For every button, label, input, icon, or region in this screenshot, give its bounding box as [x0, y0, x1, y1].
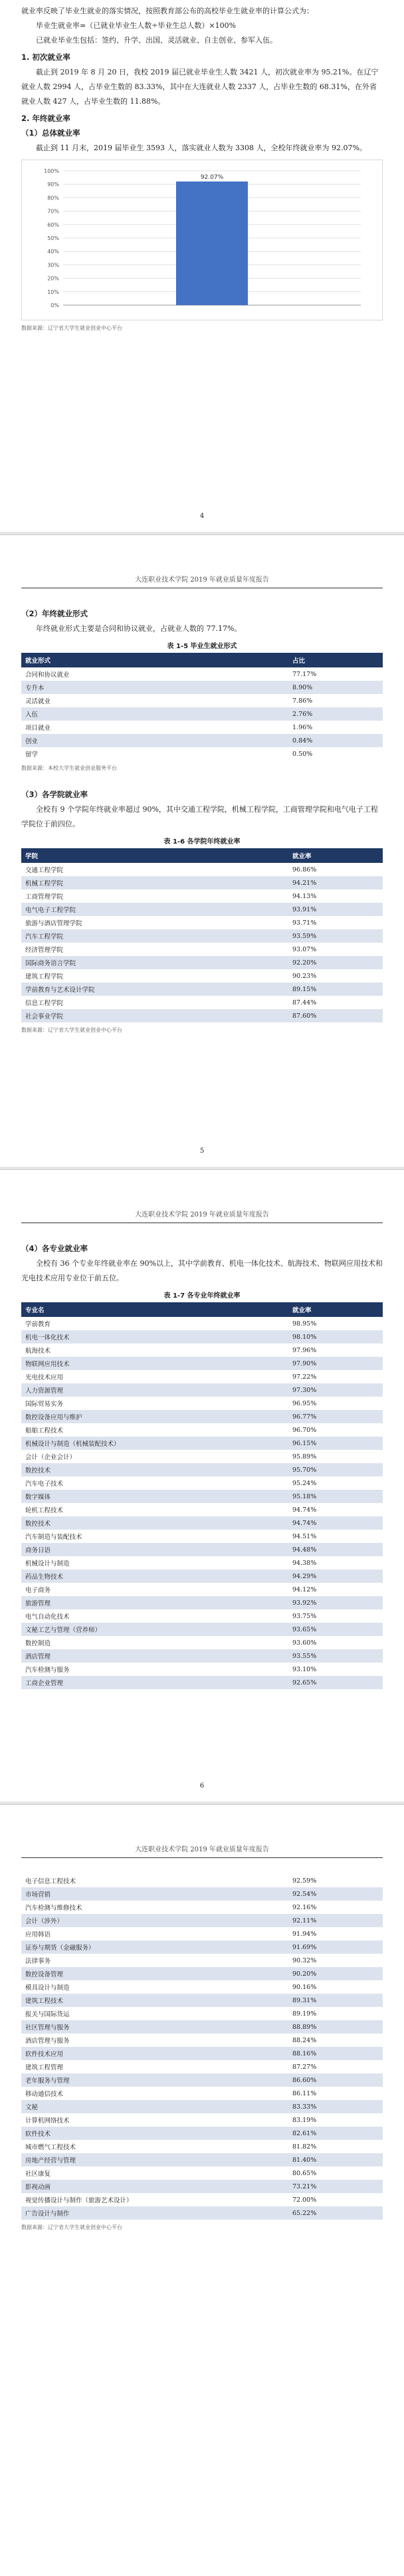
table-row [21, 1901, 383, 1914]
row-value: 89.19% [292, 2010, 317, 2018]
row-value: 93.65% [288, 1623, 383, 1636]
row-label: 机械工程学院 [21, 876, 288, 889]
table-row [21, 2180, 383, 2193]
row-value: 2.76% [288, 707, 383, 721]
row-label: 视觉传播设计与制作（旅游艺术设计） [25, 2197, 133, 2204]
table-header-form: 就业形式 [21, 653, 288, 667]
intro-paragraph: 就业率反映了毕业生就业的落实情况，按照教育部公布的高校毕业生就业率的计算公式为： [21, 7, 314, 15]
row-value: 65.22% [288, 2206, 383, 2220]
row-value: 94.38% [292, 1559, 317, 1567]
row-value: 98.95% [292, 1320, 317, 1328]
row-label: 证券与期货（金融服务） [21, 1940, 288, 1954]
row-value: 90.20% [288, 1967, 383, 1980]
row-value: 73.21% [288, 2180, 383, 2193]
row-label: 经济管理学院 [25, 947, 64, 954]
table-row [21, 1914, 383, 1927]
row-label: 旅游管理 [21, 1596, 288, 1609]
row-value: 83.19% [292, 2116, 317, 2124]
y-tick-label: 0% [50, 302, 59, 308]
page-number: 5 [199, 1147, 205, 1155]
table-header-college: 学院 [21, 848, 288, 863]
row-label: 广告设计与制作 [21, 2206, 288, 2220]
table-row [21, 2166, 383, 2180]
row-value: 93.10% [292, 1665, 317, 1673]
table-row [21, 1437, 383, 1450]
row-value: 91.94% [292, 1930, 317, 1938]
row-label: 市场营销 [21, 1887, 288, 1901]
row-value: 93.55% [288, 1649, 383, 1663]
y-tick-label: 70% [47, 208, 59, 215]
table-row [21, 1530, 383, 1543]
table-row [21, 1330, 383, 1344]
row-label: 文秘 [21, 2100, 288, 2113]
table-row [21, 1649, 383, 1663]
row-value: 94.21% [288, 876, 383, 889]
row-label: 城市燃气工程技术 [25, 2144, 76, 2151]
page-header: 大连职业技术学院 2019 年就业质量年度报告 [21, 1805, 383, 1858]
row-value: 95.89% [292, 1453, 317, 1461]
table-row [21, 983, 383, 996]
table-row [21, 1383, 383, 1397]
row-value: 92.20% [288, 956, 383, 969]
row-label: 航海技术 [25, 1347, 51, 1355]
row-label: 电气自动化技术 [25, 1613, 70, 1621]
row-value: 96.95% [292, 1399, 317, 1407]
row-value: 98.10% [288, 1330, 383, 1344]
row-label: 机械设计与制造 [25, 1560, 70, 1568]
college-employment-table [21, 848, 383, 1022]
row-value: 90.16% [292, 1983, 317, 1991]
row-value: 81.40% [288, 2153, 383, 2166]
row-label: 专升本 [21, 681, 288, 694]
row-label: 文秘工艺与管理（营养师） [21, 1623, 288, 1636]
overall-employment-chart [21, 160, 383, 320]
table-row [21, 694, 383, 707]
row-value: 83.33% [288, 2100, 383, 2113]
table-row [21, 2140, 383, 2153]
row-label: 法律事务 [25, 1958, 51, 1965]
row-label: 软件技术应用 [21, 2047, 288, 2060]
row-label: 酒店管理 [21, 1649, 288, 1663]
table-row [21, 1009, 383, 1022]
table-row [21, 1954, 383, 1967]
row-label: 数控设备管理 [21, 1967, 288, 1980]
y-tick-label: 100% [44, 168, 59, 174]
table-row [21, 1609, 383, 1623]
row-label: 房地产经营与管理 [21, 2153, 288, 2166]
table-row [21, 916, 383, 929]
table-row [21, 1967, 383, 1980]
row-value: 97.22% [292, 1373, 317, 1381]
table-row [21, 1543, 383, 1556]
row-value: 90.23% [292, 972, 317, 980]
row-label: 电子商务 [25, 1587, 51, 1594]
row-label: 报关与国际货运 [25, 2011, 70, 2018]
section-initial-employment-title: 1. 初次就业率 [21, 53, 70, 62]
y-tick-label: 50% [47, 235, 59, 241]
y-tick-label: 80% [47, 195, 59, 201]
row-label: 学前教育与艺术设计学院 [21, 983, 288, 996]
table-row [21, 667, 383, 681]
row-label: 学前教育 [25, 1321, 51, 1328]
row-value: 96.86% [292, 866, 317, 874]
table-1-5-caption: 表 1-5 毕业生就业形式 [167, 643, 237, 650]
row-value: 89.31% [288, 1994, 383, 2007]
row-label: 药品生物技术 [21, 1570, 288, 1583]
y-tick-label: 10% [47, 289, 59, 295]
row-value: 88.89% [288, 2020, 383, 2034]
employment-form-table [21, 653, 383, 761]
row-value: 88.24% [292, 2036, 317, 2044]
row-label: 轮机工程技术 [25, 1507, 64, 1514]
row-label: 项目就业 [25, 725, 51, 732]
table-row [21, 1940, 383, 1954]
table-row [21, 747, 383, 761]
row-label: 老年服务与管理 [21, 2073, 288, 2087]
section-year-end-employment-title: 2. 年终就业率 [21, 114, 70, 123]
row-label: 酒店管理与服务 [25, 2038, 70, 2045]
table-row [21, 734, 383, 747]
table-row [21, 2073, 383, 2087]
overall-employment-paragraph: 截止到 11 月末，2019 届毕业生 3593 人，落实就业人数为 3308 人，全校年终就业率为 92.07%。 [36, 144, 367, 152]
major-employment-subtitle: （4）各专业就业率 [21, 1244, 88, 1253]
row-value: 93.07% [292, 945, 317, 953]
row-label: 物联网应用技术 [21, 1357, 288, 1370]
table-row [21, 2113, 383, 2127]
employment-form-paragraph: 年终就业形式主要是合同和协议就业，占就业人数的 77.17%。 [36, 624, 242, 633]
row-label: 工商管理学院 [25, 893, 64, 901]
row-label: 留学 [25, 751, 39, 759]
row-label: 数控技术 [21, 1463, 288, 1476]
table-row [21, 1410, 383, 1423]
table-header-rate: 就业率 [288, 848, 383, 863]
table-header-share: 占比 [288, 653, 383, 667]
bar [176, 181, 248, 305]
table-row [21, 2020, 383, 2034]
row-label: 合同和协议就业 [25, 671, 70, 679]
row-label: 商务日语 [21, 1543, 288, 1556]
table-row [21, 956, 383, 969]
row-value: 72.00% [292, 2196, 317, 2204]
row-value: 90.32% [292, 1956, 317, 1964]
employment-rate-formula: 毕业生就业率=（已就业毕业生人数÷毕业生总人数）×100% [36, 21, 237, 30]
table-row [21, 1476, 383, 1490]
row-label: 模具设计与制造 [25, 1984, 70, 1992]
table-row [21, 1636, 383, 1649]
row-value: 94.74% [292, 1506, 317, 1514]
row-value: 94.13% [292, 892, 317, 900]
row-label: 移动通信技术 [25, 2091, 64, 2098]
table-row [21, 1874, 383, 1887]
row-label: 会计（涉外） [21, 1914, 288, 1927]
table-row [21, 1596, 383, 1609]
table-header-major: 专业名 [21, 1302, 288, 1317]
table-row [21, 721, 383, 734]
report-page-5 [0, 534, 404, 1167]
row-value: 8.90% [288, 681, 383, 694]
row-label: 国际贸易实务 [25, 1401, 64, 1408]
page-number: 6 [199, 1782, 205, 1790]
table-row [21, 996, 383, 1009]
table-row [21, 1370, 383, 1383]
chart-source: 数据来源：辽宁省大学生就业创业中心平台 [21, 325, 122, 331]
row-value: 87.27% [292, 2063, 317, 2071]
row-label: 交通工程学院 [25, 867, 64, 874]
table-row [21, 1317, 383, 1330]
table-1-7-source: 数据来源：辽宁省大学生就业创业中心平台 [21, 2224, 122, 2230]
table-row [21, 2007, 383, 2020]
row-label: 计算机网络技术 [25, 2117, 70, 2125]
table-row [21, 1357, 383, 1370]
row-label: 数控设备应用与维护 [21, 1410, 288, 1423]
row-label: 机电一体化技术 [21, 1330, 288, 1344]
table-row [21, 2060, 383, 2073]
row-value: 89.15% [288, 983, 383, 996]
table-row [21, 1344, 383, 1357]
table-row [21, 707, 383, 721]
row-value: 86.60% [288, 2073, 383, 2087]
row-label: 社会事业学院 [21, 1009, 288, 1022]
table-row [21, 1503, 383, 1516]
table-row [21, 1676, 383, 1689]
row-value: 93.91% [288, 903, 383, 916]
table-row [21, 1887, 383, 1901]
row-label: 社区康复 [25, 2170, 51, 2178]
table-row [21, 681, 383, 694]
table-row [21, 1623, 383, 1636]
row-label: 灵活就业 [25, 698, 51, 705]
row-value: 92.54% [288, 1887, 383, 1901]
y-tick-label: 60% [47, 221, 59, 228]
row-value: 81.82% [292, 2143, 317, 2151]
page-header: 大连职业技术学院 2019 年就业质量年度报告 [21, 1170, 383, 1223]
row-label: 建筑工程学院 [25, 973, 64, 981]
table-row [21, 903, 383, 916]
table-1-6-source: 数据来源：辽宁省大学生就业创业中心平台 [21, 1027, 122, 1033]
report-page-6 [0, 1169, 404, 1802]
row-value: 1.96% [292, 723, 313, 731]
table-row [21, 1397, 383, 1410]
major-employment-paragraph: 全校有 36 个专业年终就业率在 90%以上，其中学前教育、机电一体化技术、航海技术、物联网应用技术和光电技术应用专业位于前五位。 [21, 1259, 383, 1282]
table-1-5-source: 数据来源：本校大学生就业创业服务平台 [21, 765, 117, 771]
row-value: 0.50% [292, 750, 313, 758]
table-row [21, 969, 383, 983]
row-value: 94.12% [292, 1585, 317, 1593]
row-value: 93.71% [292, 919, 317, 927]
row-value: 88.16% [288, 2047, 383, 2060]
table-row [21, 2193, 383, 2206]
row-value: 92.16% [292, 1903, 317, 1911]
table-row [21, 2206, 383, 2220]
row-value: 95.24% [292, 1479, 317, 1487]
table-row [21, 1490, 383, 1503]
row-value: 93.59% [288, 929, 383, 943]
college-employment-paragraph: 全校有 9 个学院年终就业率超过 90%，其中交通工程学院，机械工程学院，工商管理学院和电气电子工程学院位于前四位。 [21, 805, 378, 828]
row-value: 96.77% [288, 1410, 383, 1423]
row-label: 汽车制造与装配技术 [25, 1534, 82, 1541]
employment-types-paragraph: 已就业毕业生包括：签约、升学、出国、灵活就业、自主创业、参军入伍。 [36, 36, 277, 45]
table-row [21, 863, 383, 876]
table-row [21, 1980, 383, 1994]
row-label: 国际商务语言学院 [21, 956, 288, 969]
table-row [21, 943, 383, 956]
row-value: 97.30% [288, 1383, 383, 1397]
row-value: 97.90% [288, 1357, 383, 1370]
table-1-6-caption: 表 1-6 各学院年终就业率 [163, 838, 241, 846]
row-value: 82.61% [288, 2127, 383, 2140]
chart-canvas [22, 160, 382, 320]
row-label: 汽车检测与服务 [25, 1667, 70, 1674]
row-value: 87.60% [288, 1009, 383, 1022]
row-label: 数控技术 [21, 1516, 288, 1530]
row-label: 旅游与酒店管理学院 [25, 920, 82, 927]
row-label: 信息工程学院 [25, 1000, 64, 1007]
y-tick-label: 90% [47, 181, 59, 188]
row-value: 80.65% [292, 2169, 317, 2177]
row-label: 光电技术应用 [25, 1374, 64, 1381]
table-row [21, 1423, 383, 1437]
row-label: 汽车电子技术 [25, 1480, 64, 1488]
table-row [21, 1463, 383, 1476]
table-row [21, 1516, 383, 1530]
table-row [21, 2127, 383, 2140]
table-row [21, 1994, 383, 2007]
major-employment-table [21, 1302, 383, 1689]
row-value: 95.18% [288, 1490, 383, 1503]
row-label: 电气电子工程学院 [21, 903, 288, 916]
row-value: 94.29% [288, 1570, 383, 1583]
page-header: 大连职业技术学院 2019 年就业质量年度报告 [21, 535, 383, 588]
y-tick-label: 40% [47, 249, 59, 255]
row-value: 93.92% [288, 1596, 383, 1609]
row-value: 94.48% [288, 1543, 383, 1556]
row-value: 94.74% [288, 1516, 383, 1530]
row-value: 93.60% [292, 1639, 317, 1647]
row-label: 机械设计与制造（机械装配技术） [21, 1437, 288, 1450]
major-employment-table-continued [21, 1874, 383, 2220]
table-1-7-caption: 表 1-7 各专业年终就业率 [163, 1292, 241, 1300]
report-page-4 [0, 0, 404, 532]
page-number: 4 [199, 513, 205, 520]
data-label: 92.07% [200, 174, 224, 181]
row-value: 92.65% [288, 1676, 383, 1689]
row-label: 船舶工程技术 [25, 1427, 64, 1435]
table-row [21, 2153, 383, 2166]
row-label: 建筑工程管理 [25, 2064, 64, 2071]
row-label: 汽车工程学院 [21, 929, 288, 943]
y-tick-label: 30% [47, 262, 59, 269]
table-row [21, 1556, 383, 1570]
row-label: 工商企业管理 [21, 1676, 288, 1689]
row-value: 91.69% [288, 1940, 383, 1954]
table-row [21, 929, 383, 943]
row-label: 影视动画 [21, 2180, 288, 2193]
row-value: 77.17% [292, 670, 317, 678]
row-label: 创业 [21, 734, 288, 747]
row-label: 社区管理与服务 [21, 2020, 288, 2034]
row-value: 95.70% [288, 1463, 383, 1476]
row-value: 96.15% [288, 1437, 383, 1450]
row-label: 建筑工程技术 [21, 1994, 288, 2007]
row-value: 0.84% [288, 734, 383, 747]
report-page-7 [0, 1804, 404, 2576]
table-row [21, 876, 383, 889]
college-employment-subtitle: （3）各学院就业率 [21, 790, 88, 799]
table-row [21, 1583, 383, 1596]
y-tick-label: 20% [47, 275, 59, 282]
row-label: 数字媒体 [21, 1490, 288, 1503]
row-value: 7.86% [292, 697, 313, 705]
row-label: 汽车检测与维修技术 [25, 1905, 82, 1912]
initial-employment-paragraph: 截止到 2019 年 8 月 20 日，我校 2019 届已就业毕业生人数 3421 人，初次就业率为 95.21%。在辽宁就业人数 2994 人，占毕业生数的 83.33%，其中在大连就业人数 2337 人，占毕业生数的 68.31%，在外省就业人数 427 人，占毕业生数的 11.88%。 [21, 68, 379, 106]
row-value: 96.70% [292, 1426, 317, 1434]
table-row [21, 889, 383, 903]
row-label: 应用韩语 [25, 1931, 51, 1938]
table-header-rate: 就业率 [288, 1302, 383, 1317]
row-value: 92.11% [288, 1914, 383, 1927]
row-value: 92.59% [292, 1877, 317, 1885]
table-row [21, 2034, 383, 2047]
table-row [21, 1570, 383, 1583]
row-label: 软件技术 [21, 2127, 288, 2140]
row-label: 入伍 [21, 707, 288, 721]
table-row [21, 1450, 383, 1463]
row-value: 93.75% [292, 1612, 317, 1620]
row-value: 94.51% [292, 1532, 317, 1540]
row-label: 会计（企业会计） [25, 1454, 76, 1461]
row-label: 电子信息工程技术 [25, 1878, 76, 1885]
table-row [21, 1663, 383, 1676]
table-row [21, 2047, 383, 2060]
table-row [21, 2100, 383, 2113]
row-value: 97.96% [292, 1346, 317, 1354]
row-value: 87.44% [292, 998, 317, 1006]
overall-employment-subtitle: （1）总体就业率 [21, 128, 80, 138]
row-value: 86.11% [292, 2089, 317, 2097]
employment-form-subtitle: （2）年终就业形式 [21, 609, 88, 618]
table-row [21, 2087, 383, 2100]
row-label: 数控制造 [25, 1640, 51, 1647]
table-row [21, 1927, 383, 1940]
row-label: 人力资源管理 [21, 1383, 288, 1397]
